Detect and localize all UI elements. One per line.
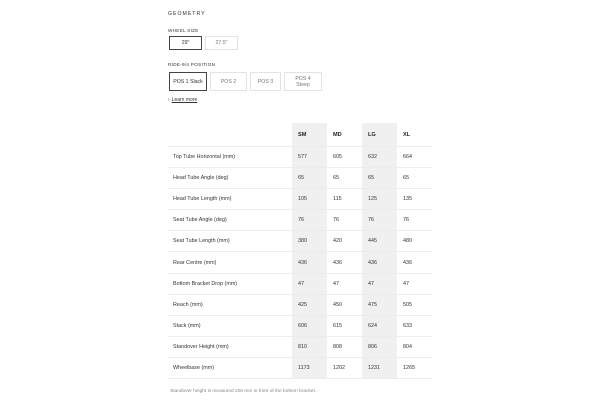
cell-xl: 804 [397,336,432,357]
ride-position-option-pos4[interactable]: POS 4 Steep [284,72,322,91]
table-body [168,147,432,379]
table-header-spacer [168,123,292,147]
cell-lg: 806 [362,336,397,357]
cell-md: 1202 [327,357,362,378]
cell-xl: 436 [397,252,432,273]
cell-md: 65 [327,168,362,189]
table-row [168,147,432,168]
ride-position-option-pos1[interactable]: POS 1 Slack [169,72,207,91]
cell-md: 615 [327,315,362,336]
table-row [168,168,432,189]
cell-xl: 480 [397,231,432,252]
cell-md: 115 [327,189,362,210]
row-label: Seat Tube Length (mm) [168,231,292,252]
cell-lg: 125 [362,189,397,210]
wheel-size-label: WHEEL SIZE [168,28,199,33]
table-row [168,315,432,336]
cell-lg: 445 [362,231,397,252]
row-label: Head Tube Angle (deg) [168,168,292,189]
cell-md: 76 [327,210,362,231]
cell-sm: 105 [292,189,327,210]
cell-md: 605 [327,147,362,168]
column-header-md: MD [333,131,342,138]
cell-lg: 632 [362,147,397,168]
row-label: Reach (mm) [168,294,292,315]
table-row [168,273,432,294]
row-label: Rear Centre (mm) [168,252,292,273]
row-label: Bottom Bracket Drop (mm) [168,273,292,294]
cell-sm: 577 [292,147,327,168]
table-row [168,210,432,231]
column-header-lg: LG [362,123,397,147]
cell-md: 436 [327,252,362,273]
ride-position-option-pos2[interactable]: POS 2 [210,72,247,91]
cell-lg: 624 [362,315,397,336]
cell-sm: 436 [292,252,327,273]
chevron-right-icon: › [168,97,170,103]
learn-more-link[interactable] [168,97,197,103]
cell-lg: 76 [362,210,397,231]
table-row [168,252,432,273]
table-row [168,189,432,210]
table-row [168,336,432,357]
cell-xl: 76 [397,210,432,231]
cell-sm: 606 [292,315,327,336]
cell-xl: 505 [397,294,432,315]
wheel-size-option-27-5[interactable]: 27.5" [205,36,238,50]
cell-sm: 810 [292,336,327,357]
column-header-xl: XL [403,131,411,138]
row-label: Seat Tube Angle (deg) [168,210,292,231]
cell-sm: 47 [292,273,327,294]
cell-lg: 436 [362,252,397,273]
cell-xl: 633 [397,315,432,336]
cell-xl: 47 [397,273,432,294]
cell-lg: 475 [362,294,397,315]
cell-sm: 1173 [292,357,327,378]
wheel-size-option-29[interactable]: 29" [169,36,202,50]
cell-xl: 135 [397,189,432,210]
cell-lg: 1231 [362,357,397,378]
cell-sm: 65 [292,168,327,189]
table-header-row [168,123,432,147]
footnote: Standover height is measured 200 mm in front of the bottom bracket. [170,389,317,394]
row-label: Head Tube Length (mm) [168,189,292,210]
ride-position-option-pos3[interactable]: POS 3 [250,72,281,91]
table-row [168,357,432,378]
cell-md: 420 [327,231,362,252]
section-title: GEOMETRY [168,11,206,17]
ride-position-label: RIDE-9/4 POSITION [168,62,216,67]
learn-more-label: Learn more [171,97,198,103]
geometry-table [168,123,432,379]
table-row [168,231,432,252]
cell-md: 450 [327,294,362,315]
cell-sm: 380 [292,231,327,252]
cell-md: 47 [327,273,362,294]
cell-lg: 65 [362,168,397,189]
cell-xl: 1265 [397,357,432,378]
cell-md: 808 [327,336,362,357]
row-label: Stack (mm) [168,315,292,336]
cell-xl: 664 [397,147,432,168]
row-label: Standover Height (mm) [168,336,292,357]
row-label: Top Tube Horizontal (mm) [168,147,292,168]
table-row [168,294,432,315]
cell-xl: 65 [397,168,432,189]
row-label: Wheelbase (mm) [168,357,292,378]
column-header-sm: SM [292,123,327,147]
cell-lg: 47 [362,273,397,294]
cell-sm: 425 [292,294,327,315]
cell-sm: 76 [292,210,327,231]
